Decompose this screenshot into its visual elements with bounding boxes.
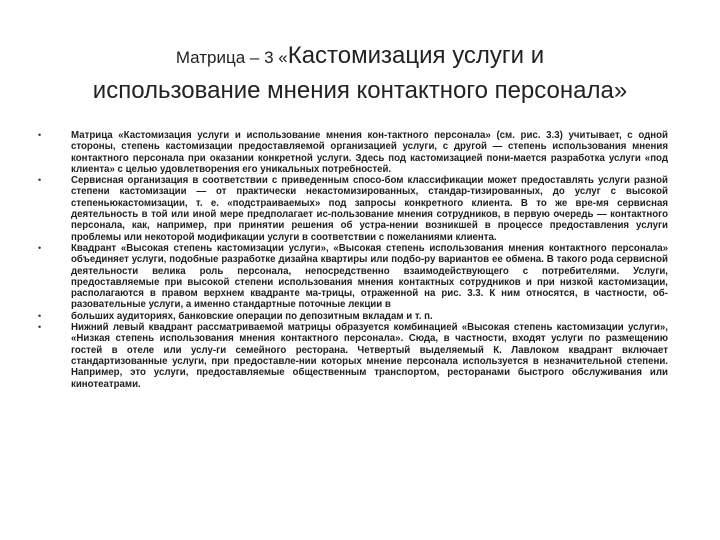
bullet-item (38, 311, 668, 322)
title-line-1 (20, 36, 700, 74)
bullet-item (38, 130, 668, 175)
bullet-dot-icon: • (38, 322, 42, 333)
bullet-dot-icon: • (38, 130, 42, 140)
slide-body (38, 130, 668, 530)
bullet-item (38, 243, 668, 311)
bullet-dot-icon: • (38, 175, 42, 186)
bullet-item (38, 322, 668, 390)
slide-title (20, 36, 700, 107)
bullet-text: больших аудиториях, банковские операции по депозитным вкладам и т. п. (71, 310, 433, 322)
bullet-list (38, 130, 668, 390)
bullet-dot-icon: • (38, 310, 42, 321)
title-main: Кастомизация услуги и (287, 42, 545, 69)
bullet-text: Нижний левый квадрант рассматриваемой матрицы образуется комбинацией «Высокая степень кастомизации услуги», «Низкая степень использования мнения контактного персонала». Сюда, в частности, входят услуги по размещению гостей в отеле или услу-ги семейного ресторана. Четвертый выделяемый К. Лавлоком квадрант включает стандартизованные услуги, при предоставле-нии которых мнение персонала используется в незначительной степени. Например, это услуги, предоставляемые общественным транспортом, ресторанами быстрого обслуживания или кинотеатрами. (71, 322, 668, 390)
bullet-item (38, 175, 668, 243)
title-line-2: использование мнения контактного персонала» (92, 77, 628, 104)
title-prefix: Матрица – 3 « (175, 48, 288, 67)
bullet-text: Матрица «Кастомизация услуги и использование мнения кон-тактного персонала» (см. рис. 3.3) учитывает, с одной стороны, степень кастомизации предоставляемой организацией услуги, с другой — степень использования мнения контактного персонала при оказании конкретной услуги. Здесь под кастомизацией пони-мается разработка услуги «под клиента» с целью удовлетворения его уникальных потребностей. (71, 130, 668, 175)
bullet-text: Квадрант «Высокая степень кастомизации услуги», «Высокая степень использования мнения контактного персонала» объединяет услуги, подобные разработке дизайна квартиры или подбо-ру вариантов ее обмена. В такого рода сервисной деятельности велика роль персонала, непосредственно взаимодействующего с потребителями. Услуги, предоставляемые при высокой степени использования мнения контактных сотрудников и при низкой кастомизации, располагаются в правом верхнем квадранте ма-трицы, отраженной на рис. 3.3. К ним относятся, в частности, об-разовательные услуги, а именно стандартные поточные лекции в (71, 242, 668, 311)
bullet-text: Сервисная организация в соответствии с приведенным спосо-бом классификации может предоставлять услуги разной степени кастомизации — от практически некастомизированных, стандар-тизированных, до услуг с высокой степеньюкастомизации, т. е. «подстраиваемых» под запросы конкретного клиента. В то же вре-мя сервисная деятельность в той или иной мере предполагает ис-пользование мнения сотрудников, в первую очередь — контактного персонала, как, например, при принятии решения об устра-нении возникшей в процессе предоставления услуги проблемы или некоторой модификации услуги в соответствии с пожеланиями клиента. (71, 175, 668, 243)
bullet-dot-icon: • (38, 242, 42, 253)
